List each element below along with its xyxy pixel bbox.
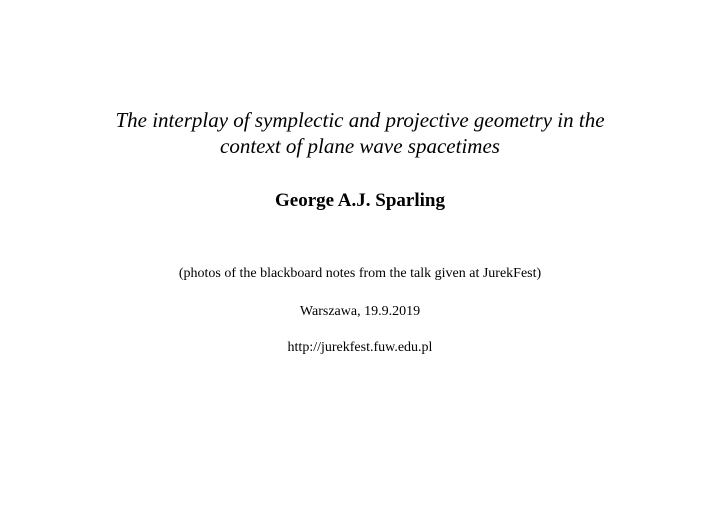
document-title [0, 107, 720, 159]
website-url: http://jurekfest.fuw.edu.pl [287, 340, 433, 355]
place-date: Warszawa, 19.9.2019 [299, 304, 421, 319]
author-name: George A.J. Sparling [275, 190, 445, 211]
title-line-2: context of plane wave spacetimes [220, 134, 500, 158]
title-line-1: The interplay of symplectic and projective geometry in the [115, 108, 605, 132]
talk-note: (photos of the blackboard notes from the talk given at JurekFest) [178, 266, 542, 281]
